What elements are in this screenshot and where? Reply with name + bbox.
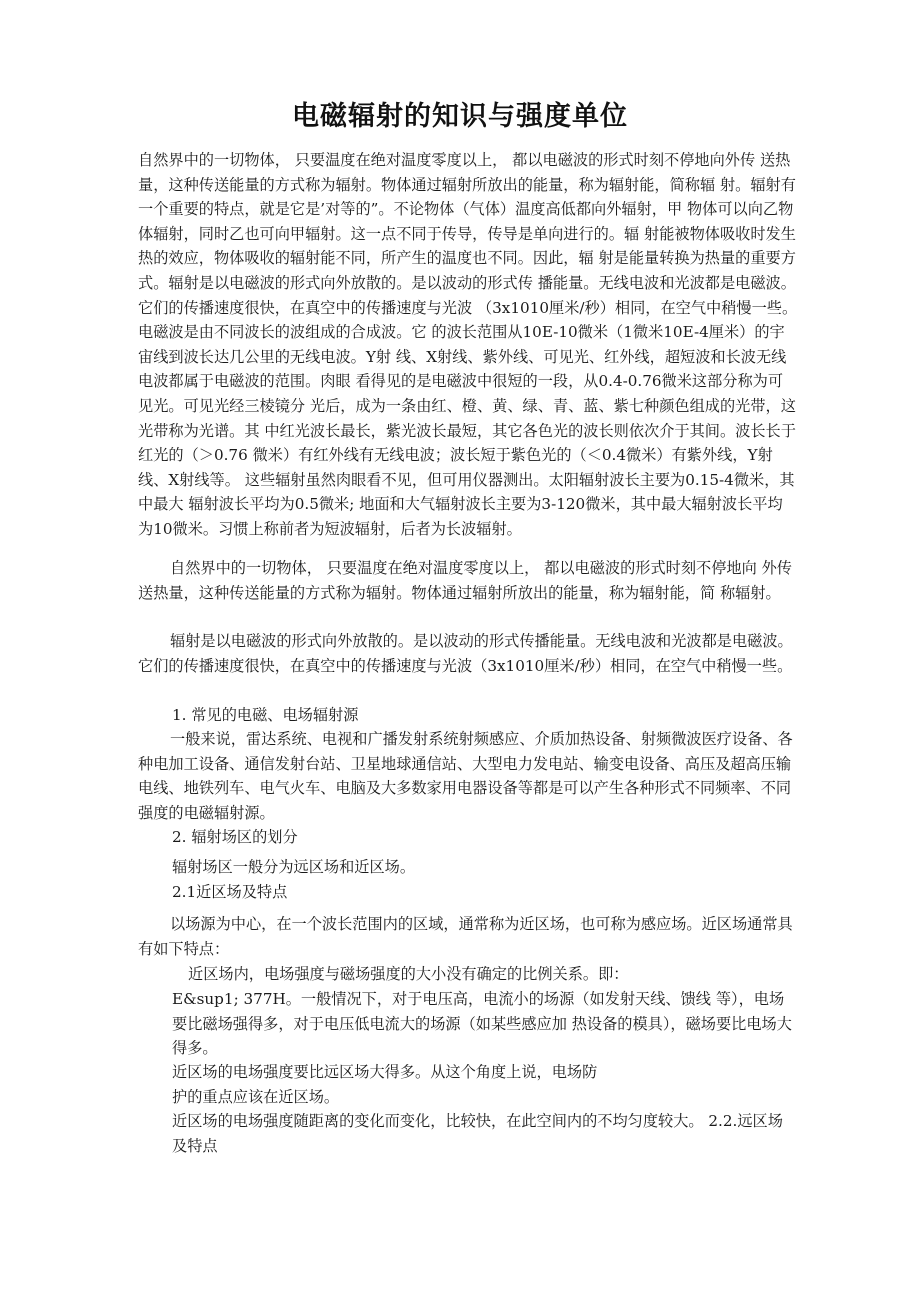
paragraph-near-field-formula: E&sup1; 377H。一般情况下，对于电压高，电流小的场源（如发射天线、馈线 等），电场要比磁场强得多，对于电压低电流大的场源（如某些感应加 热设备的模具），磁场要比电场大得多。 — [172, 990, 792, 1058]
section-heading-sources: 1. 常见的电磁、电场辐射源 — [172, 706, 359, 724]
paragraph-field-zones: 辐射场区一般分为远区场和近区场。 — [172, 858, 415, 876]
section-heading-near-field: 2.1近区场及特点 — [172, 883, 288, 901]
document-title: 电磁辐射的知识与强度单位 — [292, 101, 628, 132]
paragraph-electromagnetic-wave: 辐射是以电磁波的形式向外放散的。是以波动的形式传播能量。无线电波和光波都是电磁波。它们的传播速度很快，在真空中的传播速度与光波（3x1010厘米/秒）相同，在空气中稍慢一些。 — [138, 632, 793, 675]
paragraph-intro: 自然界中的一切物体， 只要温度在绝对温度零度以上， 都以电磁波的形式时刻不停地向外传 送热量，这种传送能量的方式称为辐射。物体通过辐射所放出的能量，称为辐射能，简称辐 射。辐射有一个重要的特点，就是它是’对等的”。不论物体（气体）温度高低都向外辐射，甲 物体可以向乙物体辐射，同时乙也可向甲辐射。这一点不同于传导，传导是单向进行的。辐 射能被物体吸收时发生热的效应，物体吸收的辐射能不同，所产生的温度也不同。因此，辐 射是能量转换为热量的重要方式。辐射是以电磁波的形式向外放散的。是以波动的形式传 播能量。无线电波和光波都是电磁波。它们的传播速度很快，在真空中的传播速度与光波 （3x1010厘米/秒）相同，在空气中稍慢一些。电磁波是由不同波长的波组成的合成波。它 的波长范围从10E-10微米（1微米10E-4厘米）的宇宙线到波长达几公里的无线电波。Y射 线、X射线、紫外线、可见光、红外线，超短波和长波无线电波都属于电磁波的范围。肉眼 看得见的是电磁波中很短的一段，从0.4-0.76微米这部分称为可见光。可见光经三棱镜分 光后，成为一条由红、橙、黄、绿、青、蓝、紫七种颜色组成的光带，这光带称为光谱。其 中红光波长最长，紫光波长最短，其它各色光的波长则依次介于其间。波长长于红光的（＞0.76 微米）有红外线有无线电波；波长短于紫色光的（＜0.4微米）有紫外线，Y射线、X射线等。 这些辐射虽然肉眼看不见，但可用仪器测出。太阳辐射波长主要为0.15-4微米，其中最大 辐射波长平均为0.5微米; 地面和大气辐射波长主要为3-120微米，其中最大辐射波长平均 为10微米。习惯上称前者为短波辐射，后者为长波辐射。 — [138, 151, 798, 538]
paragraph-near-field-ratio: 近区场内，电场强度与磁场强度的大小没有确定的比例关系。即： — [188, 965, 629, 983]
paragraph-near-field-protection: 护的重点应该在近区场。 — [172, 1088, 340, 1106]
paragraph-near-field-definition: 以场源为中心，在一个波长范围内的区域，通常称为近区场，也可称为感应场。近区场通常具有如下特点： — [138, 915, 793, 958]
paragraph-radiation-definition: 自然界中的一切物体， 只要温度在绝对温度零度以上， 都以电磁波的形式时刻不停地向 外传送热量，这种传送能量的方式称为辐射。物体通过辐射所放出的能量，称为辐射能，简 称辐射。 — [138, 559, 792, 602]
paragraph-near-field-strength: 近区场的电场强度要比远区场大得多。从这个角度上说，电场防 — [172, 1063, 598, 1081]
paragraph-sources: 一般来说，雷达系统、电视和广播发射系统射频感应、介质加热设备、射频微波医疗设备、各种电加工设备、通信发射台站、卫星地球通信站、大型电力发电站、输变电设备、高压及超高压输电线、地铁列车、电气火车、电脑及大多数家用电器设备等都是可以产生各种形式不同频率、不同强度的电磁辐射源。 — [138, 730, 793, 822]
paragraph-near-field-variation: 近区场的电场强度随距离的变化而变化，比较快，在此空间内的不均匀度较大。 2.2.远区场及特点 — [172, 1112, 783, 1155]
section-heading-field-zones: 2. 辐射场区的划分 — [172, 828, 298, 846]
